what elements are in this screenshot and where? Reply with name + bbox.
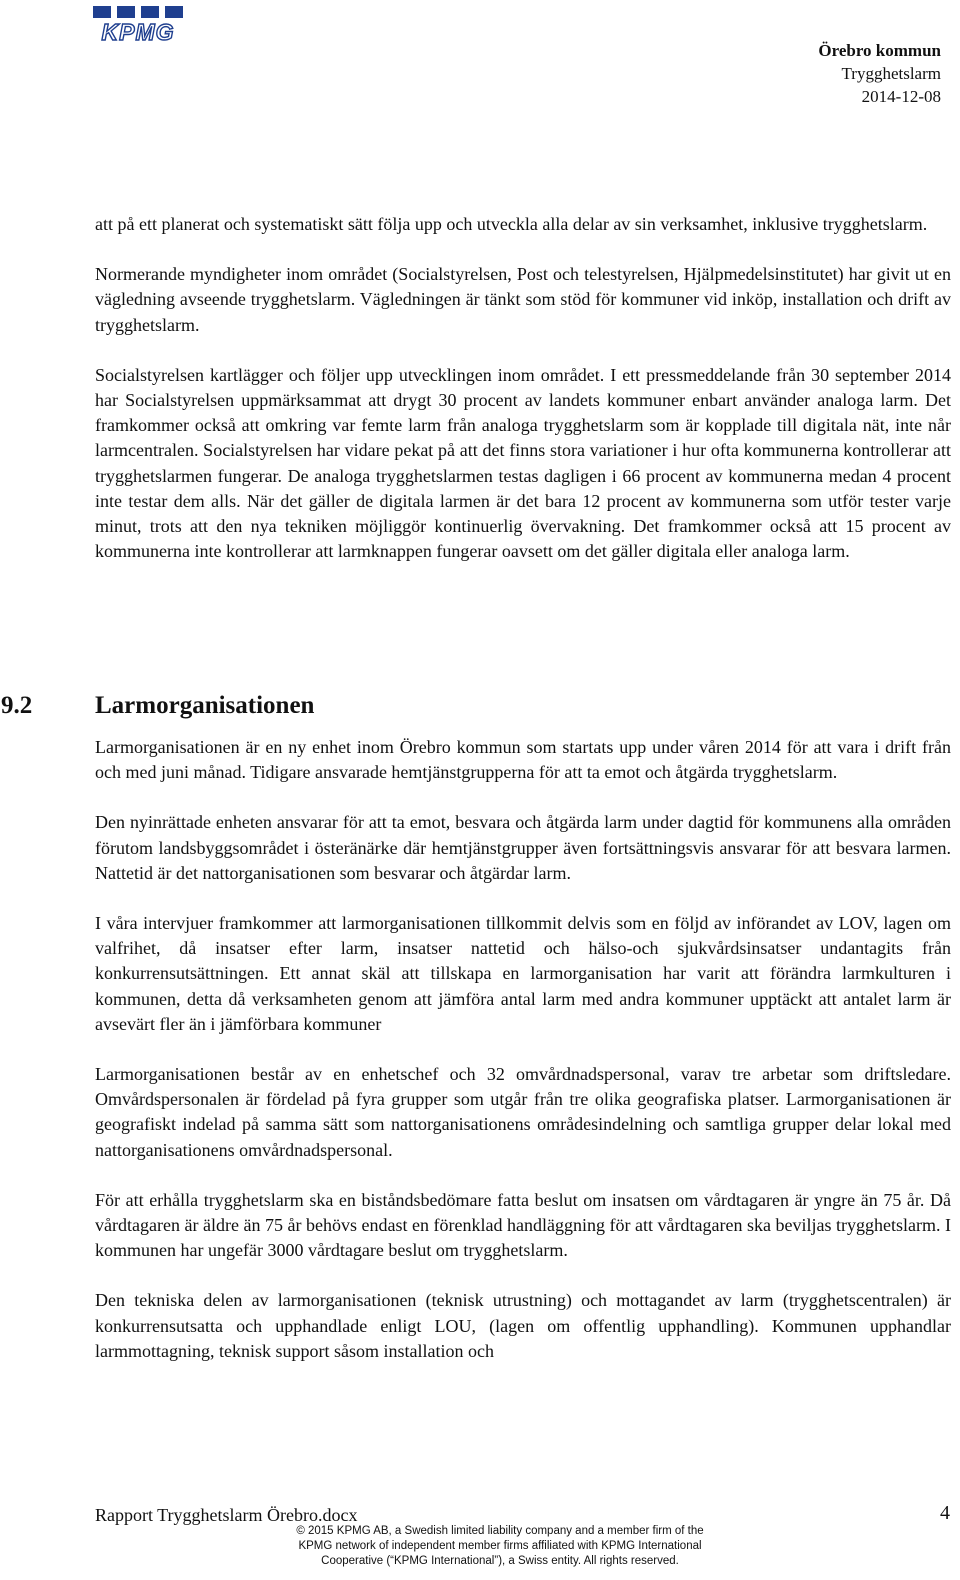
paragraph: I våra intervjuer framkommer att larmorganisationen tillkommit delvis som en följd av införandet av LOV, lagen om valfrihet, då insatser efter larm, insatser nattetid och hälso-och sjukvårdsinsatser undantagits från konkurrensutsättningen. Ett annat skäl att tillskapa en larmorganisation har varit att förändra larmkulturen i kommunen, detta då verksamheten genom att jämföra antal larm med andra kommuner upptäckt att antalet larm är avsevärt fler än i jämförbara kommuner xyxy=(95,913,951,1034)
copyright-notice xyxy=(250,1524,750,1569)
header-info xyxy=(818,39,941,108)
page-number: 4 xyxy=(940,1502,950,1524)
footer-document-name: Rapport Trygghetslarm Örebro.docx xyxy=(95,1505,358,1525)
logo-text: KPMG xyxy=(101,19,175,44)
copyright-line: © 2015 KPMG AB, a Swedish limited liability company and a member firm of the xyxy=(296,1525,704,1537)
paragraph: Socialstyrelsen kartlägger och följer upp utvecklingen inom området. I ett pressmeddelande från 30 september 2014 har Socialstyrelsen uppmärksammat att drygt 30 procent av landets kommuner enbart använder analoga larm. Det framkommer också att omkring var femte larm från analoga trygghetslarm som är kopplade till digitala nät, inte når larmcentralen. Socialstyrelsen har vidare pekat på att det finns stora variationer i hur ofta kommunerna kontrollerar att trygghetslarmen fungerar. De analoga trygghetslarmen testas dagligen i 66 procent av kommunerna medan 4 procent inte testar dem alls. När det gäller de digitala larmen är det bara 12 procent av kommunerna som utför tester varje minut, trots att den nya tekniken möjliggör kontinuerlig övervakning. Det framkommer också att 15 procent av kommunerna inte kontrollerar att larmknappen fungerar oavsett om det gäller digitala eller analoga larm. xyxy=(95,364,951,562)
paragraph: Den nyinrättade enheten ansvarar för att ta emot, besvara och åtgärda larm under dagtid för kommunens alla områden förutom landsbyggsområdet i österänärke där hemtjänstgrupper även fortsättningsvis ansvarar för att besvara larmen. Nattetid är det nattorganisationen som besvarar och åtgärdar larm. xyxy=(95,812,951,883)
paragraph: Larmorganisationen består av en enhetschef och 32 omvårdnadspersonal, varav tre arbetar som driftsledare. Omvårdspersonalen är fördelad på fyra grupper som utgår från tre olika geografiska platser. Larmorganisationen är geografiskt indelad på samma sätt som nattorganisationens områdesindelning och samtliga grupper delar lokal med nattorganisationens omvårdnadspersonal. xyxy=(95,1064,951,1160)
header-subject: Trygghetslarm xyxy=(841,64,941,83)
paragraph: att på ett planerat och systematiskt sätt följa upp och utveckla alla delar av sin verksamhet, inklusive trygghetslarm. xyxy=(95,214,928,234)
body-text-top xyxy=(95,212,951,589)
copyright-line: Cooperative (“KPMG International”), a Swiss entity. All rights reserved. xyxy=(321,1555,679,1567)
section-title: Larmorganisationen xyxy=(95,692,315,719)
header-date: 2014-12-08 xyxy=(861,87,941,106)
paragraph: Larmorganisationen är en ny enhet inom Örebro kommun som startats upp under våren 2014 för att vara i drift från och med juni månad. Tidigare ansvarade hemtjänstgrupperna för att ta emot och åtgärda trygghetslarm. xyxy=(95,737,951,783)
copyright-line: KPMG network of independent member firms affiliated with KPMG International xyxy=(298,1540,702,1552)
kpmg-logo xyxy=(92,4,184,44)
paragraph: Normerande myndigheter inom området (Socialstyrelsen, Post och telestyrelsen, Hjälpmedelsinstitutet) har givit ut en vägledning avseende trygghetslarm. Vägledningen är tänkt som stöd för kommuner vid inköp, installation och drift av trygghetslarm. xyxy=(95,264,951,335)
paragraph: Den tekniska delen av larmorganisationen (teknisk utrustning) och mottagandet av larm (trygghetscentralen) är konkurrensutsatta och upphandlade enligt LOU, (lagen om offentlig upphandling). Kommunen upphandlar larmmottagning, teknisk support såsom installation och xyxy=(95,1290,951,1361)
body-text-section xyxy=(95,735,951,1389)
section-number: 9.2 xyxy=(1,692,33,719)
paragraph: För att erhålla trygghetslarm ska en biståndsbedömare fatta beslut om insatsen om vårdtagaren är yngre än 75 år. Då vårdtagaren är äldre än 75 år behövs endast en förenklad handläggning för att vårdtagaren ska beviljas trygghetslarm. I kommunen har ungefär 3000 vårdtagare beslut om trygghetslarm. xyxy=(95,1189,951,1261)
header-organization: Örebro kommun xyxy=(818,41,941,60)
